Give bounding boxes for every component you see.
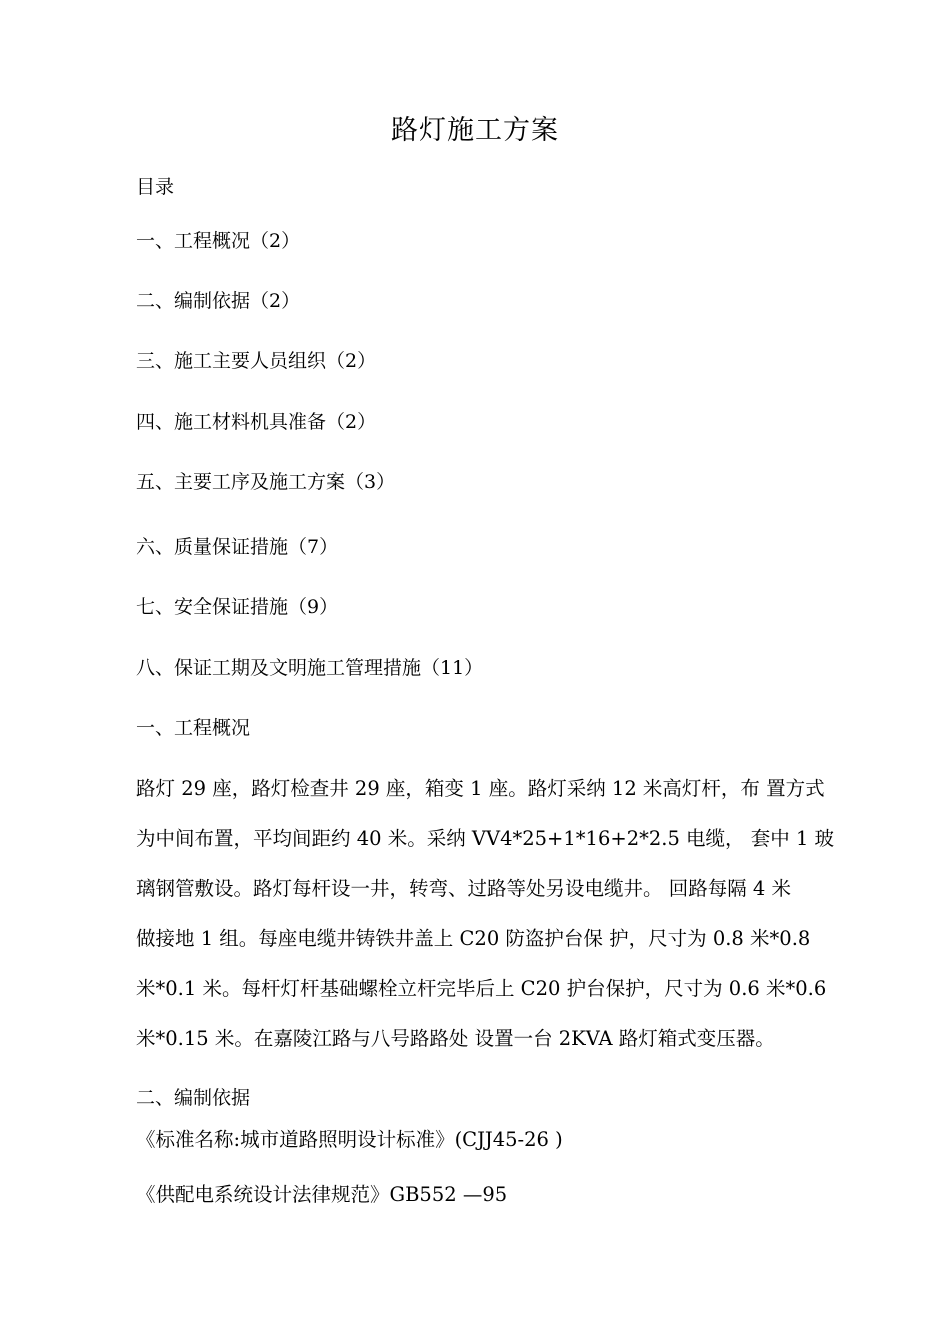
paragraph-line: 路灯 29 座，路灯检查井 29 座，箱变 1 座。路灯采纳 12 米高灯杆，布 置方式 [136,777,825,800]
toc-item: 一、工程概况（2） [136,230,301,252]
toc-heading: 目录 [136,176,175,198]
section-heading: 一、工程概况 [136,717,251,739]
paragraph-line: 为中间布置，平均间距约 40 米。采纳 VV4*25+1*16+2*2.5 电缆， 套中 1 玻 [136,827,835,850]
toc-item: 三、施工主要人员组织（2） [136,350,377,372]
paragraph-line: 做接地 1 组。每座电缆井铸铁井盖上 C20 防盗护台保 护，尺寸为 0.8 米*0.8 [136,927,811,950]
toc-item: 七、安全保证措施（9） [136,596,339,618]
toc-item: 二、编制依据（2） [136,290,301,312]
reference-item: 《标准名称:城市道路照明设计标准》(CJJ45-26 ) [136,1128,563,1151]
toc-item: 四、施工材料机具准备（2） [136,411,377,433]
paragraph-line: 璃钢管敷设。路灯每杆设一井，转弯、过路等处另设电缆井。 回路每隔 4 米 [136,877,792,900]
toc-item: 八、保证工期及文明施工管理措施（11） [136,657,484,679]
toc-item: 五、主要工序及施工方案（3） [136,471,396,493]
paragraph-line: 米*0.15 米。在嘉陵江路与八号路路处 设置一台 2KVA 路灯箱式变压器。 [136,1027,775,1050]
section-heading: 二、编制依据 [136,1087,251,1109]
reference-item: 《供配电系统设计法律规范》GB552 —95 [136,1183,508,1206]
paragraph-line: 米*0.1 米。每杆灯杆基础螺栓立杆完毕后上 C20 护台保护，尺寸为 0.6 米*0.6 [136,977,827,1000]
document-title: 路灯施工方案 [391,115,559,146]
toc-item: 六、质量保证措施（7） [136,536,339,558]
